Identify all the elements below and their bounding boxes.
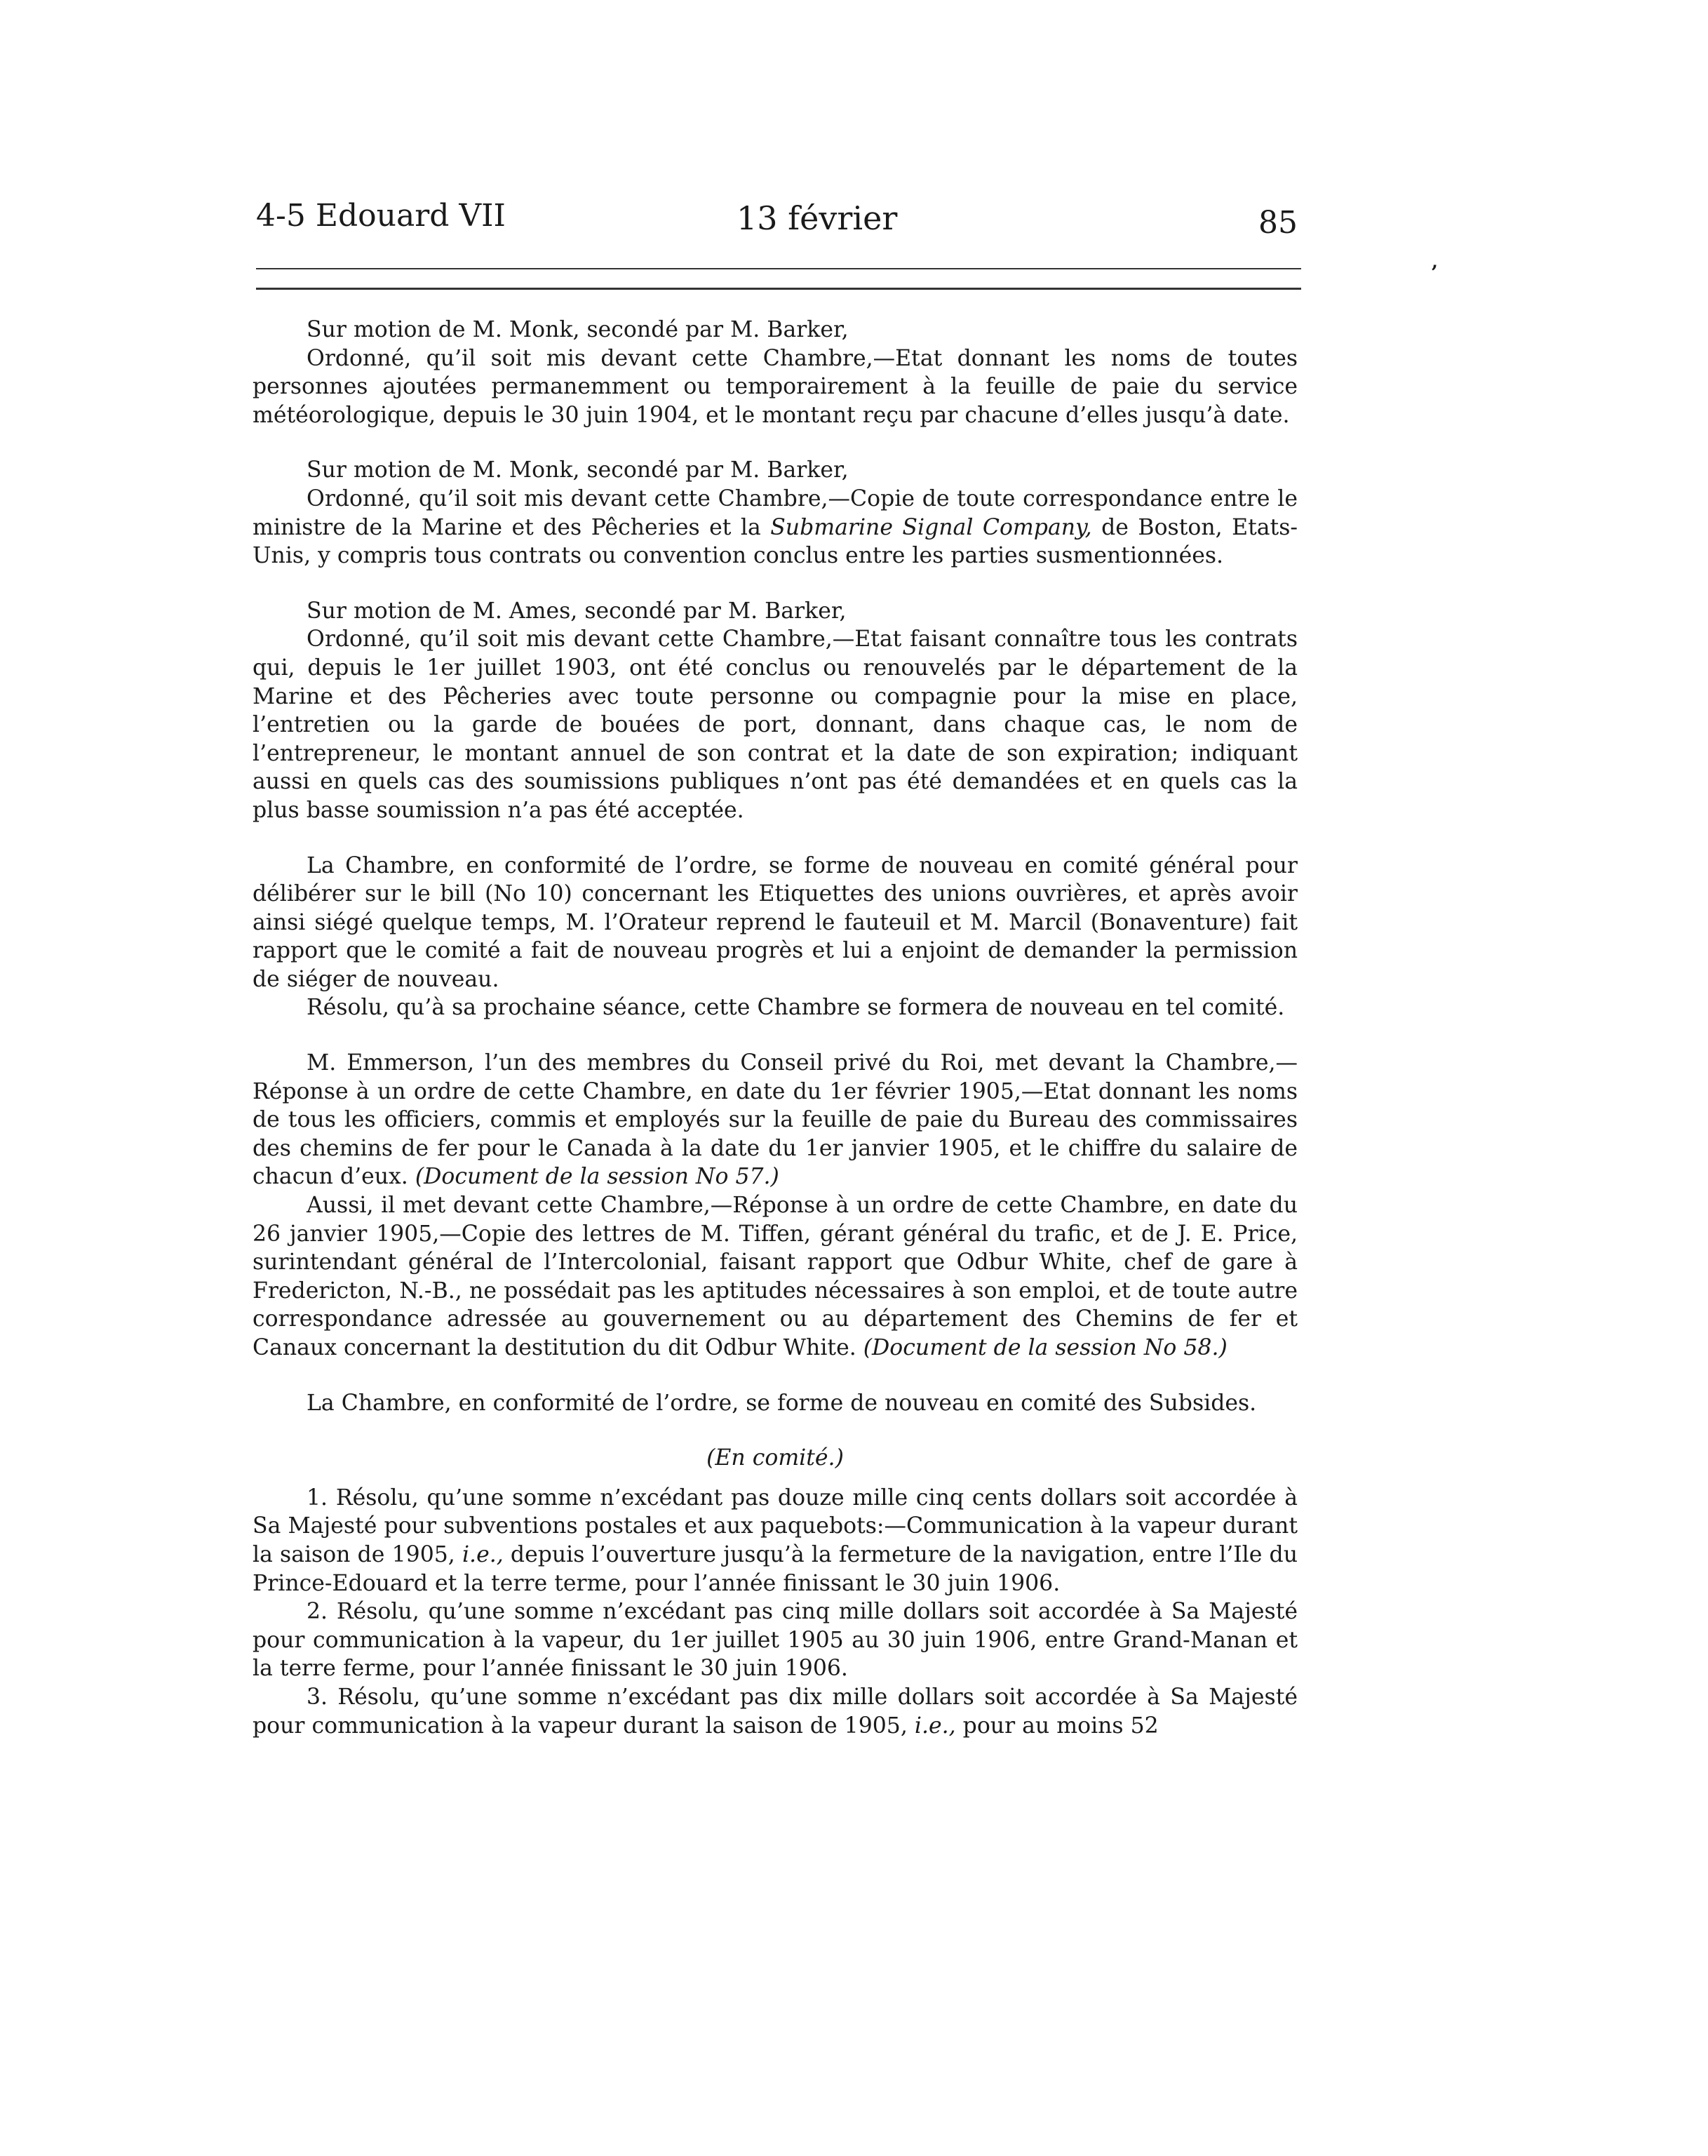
header-date: 13 février	[737, 199, 898, 237]
header-regnal-year: 4-5 Edouard VII	[256, 198, 506, 234]
section-heading: (En comité.)	[706, 1445, 844, 1471]
page-body	[253, 316, 1298, 1740]
resolution-item: 2. Résolu, qu’une somme n’excédant pas cinq mille dollars soit accordée à Sa Majesté pour communication à la vapeur, du 1er juillet 1905 au 30 juin 1906, entre Grand-Manan et la terre ferme, pour l’année finissant le 30 juin 1906.	[253, 1599, 1298, 1682]
page-number: 85	[1258, 205, 1298, 241]
motion-lead: Sur motion de M. Monk, secondé par M. Barker,	[307, 317, 849, 342]
header-rule-top	[256, 268, 1301, 269]
page-header	[256, 198, 1301, 254]
motion-order: Ordonné, qu’il soit mis devant cette Chambre,—Etat faisant connaître tous les contrats qui, depuis le 1er juillet 1903, ont été conclus ou renouvelés par le département de la Marine et des Pêcheries avec toute personne ou compagnie pour la mise en place, l’entretien ou la garde de bouées de port, donnant, dans chaque cas, le nom de l’entrepreneur, le montant annuel de son contrat et la date de son expiration; indiquant aussi en quels cas des soumissions publiques n’ont pas été demandées et en quels cas la plus basse soumission n’a pas été acceptée.	[253, 627, 1298, 823]
motion-order: Ordonné, qu’il soit mis devant cette Chambre,—Copie de toute correspondance entre le ministre de la Marine et des Pêcheries et la Submarine Signal Company, de Boston, Etats-Unis, y compris tous contrats ou convention conclus entre les parties susmentionnées.	[253, 486, 1298, 569]
resolution-paragraph: Résolu, qu’à sa prochaine séance, cette Chambre se formera de nouveau en tel comité.	[307, 995, 1285, 1021]
header-rule-bottom	[256, 288, 1301, 290]
committee-paragraph: La Chambre, en conformité de l’ordre, se forme de nouveau en comité général pour délibérer sur le bill (No 10) concernant les Etiquettes des unions ouvrières, et après avoir ainsi siégé quelque temps, M. l’Orateur reprend le fauteuil et M. Marcil (Bonaventure) fait rapport que le comité a fait de nouveau progrès et lui a enjoint de demander la permission de siéger de nouveau.	[253, 852, 1298, 992]
motion-order: Ordonné, qu’il soit mis devant cette Chambre,—Etat donnant les noms de toutes personnes ajoutées permanemment ou temporairement à la feuille de paie du service météorologique, depuis le 30 juin 1904, et le montant reçu par chacune d’elles jusqu’à date.	[253, 345, 1298, 428]
motion-lead: Sur motion de M. Ames, secondé par M. Barker,	[307, 598, 847, 624]
stray-mark: ’	[1431, 261, 1438, 284]
supply-paragraph: La Chambre, en conformité de l’ordre, se forme de nouveau en comité des Subsides.	[307, 1390, 1257, 1416]
resolution-item: 3. Résolu, qu’une somme n’excédant pas dix mille dollars soit accordée à Sa Majesté pour communication à la vapeur durant la saison de 1905, i.e., pour au moins 52	[253, 1684, 1298, 1739]
return-paragraph: Aussi, il met devant cette Chambre,—Réponse à un ordre de cette Chambre, en date du 26 janvier 1905,—Copie des lettres de M. Tiffen, gérant général du trafic, et de J. E. Price, surintendant général de l’Intercolonial, faisant rapport que Odbur White, chef de gare à Fredericton, N.-B., ne possédait pas les aptitudes nécessaires à son emploi, et de toute autre correspondance adressée au gouvernement ou au département des Chemins de fer et Canaux concernant la destitution du dit Odbur White. (Document de la session No 58.)	[253, 1193, 1298, 1360]
motion-lead: Sur motion de M. Monk, secondé par M. Barker,	[307, 457, 849, 483]
return-paragraph: M. Emmerson, l’un des membres du Conseil privé du Roi, met devant la Chambre,—Réponse à un ordre de cette Chambre, en date du 1er février 1905,—Etat donnant les noms de tous les officiers, commis et employés sur la feuille de paie du Bureau des commissaires des chemins de fer pour le Canada à la date du 1er janvier 1905, et le chiffre du salaire de chacun d’eux. (Document de la session No 57.)	[253, 1050, 1298, 1190]
resolution-item: 1. Résolu, qu’une somme n’excédant pas douze mille cinq cents dollars soit accordée à Sa Majesté pour subventions postales et aux paquebots:—Communication à la vapeur durant la saison de 1905, i.e., depuis l’ouverture jusqu’à la fermeture de la navigation, entre l’Ile du Prince-Edouard et la terre terme, pour l’année finissant le 30 juin 1906.	[253, 1485, 1298, 1596]
